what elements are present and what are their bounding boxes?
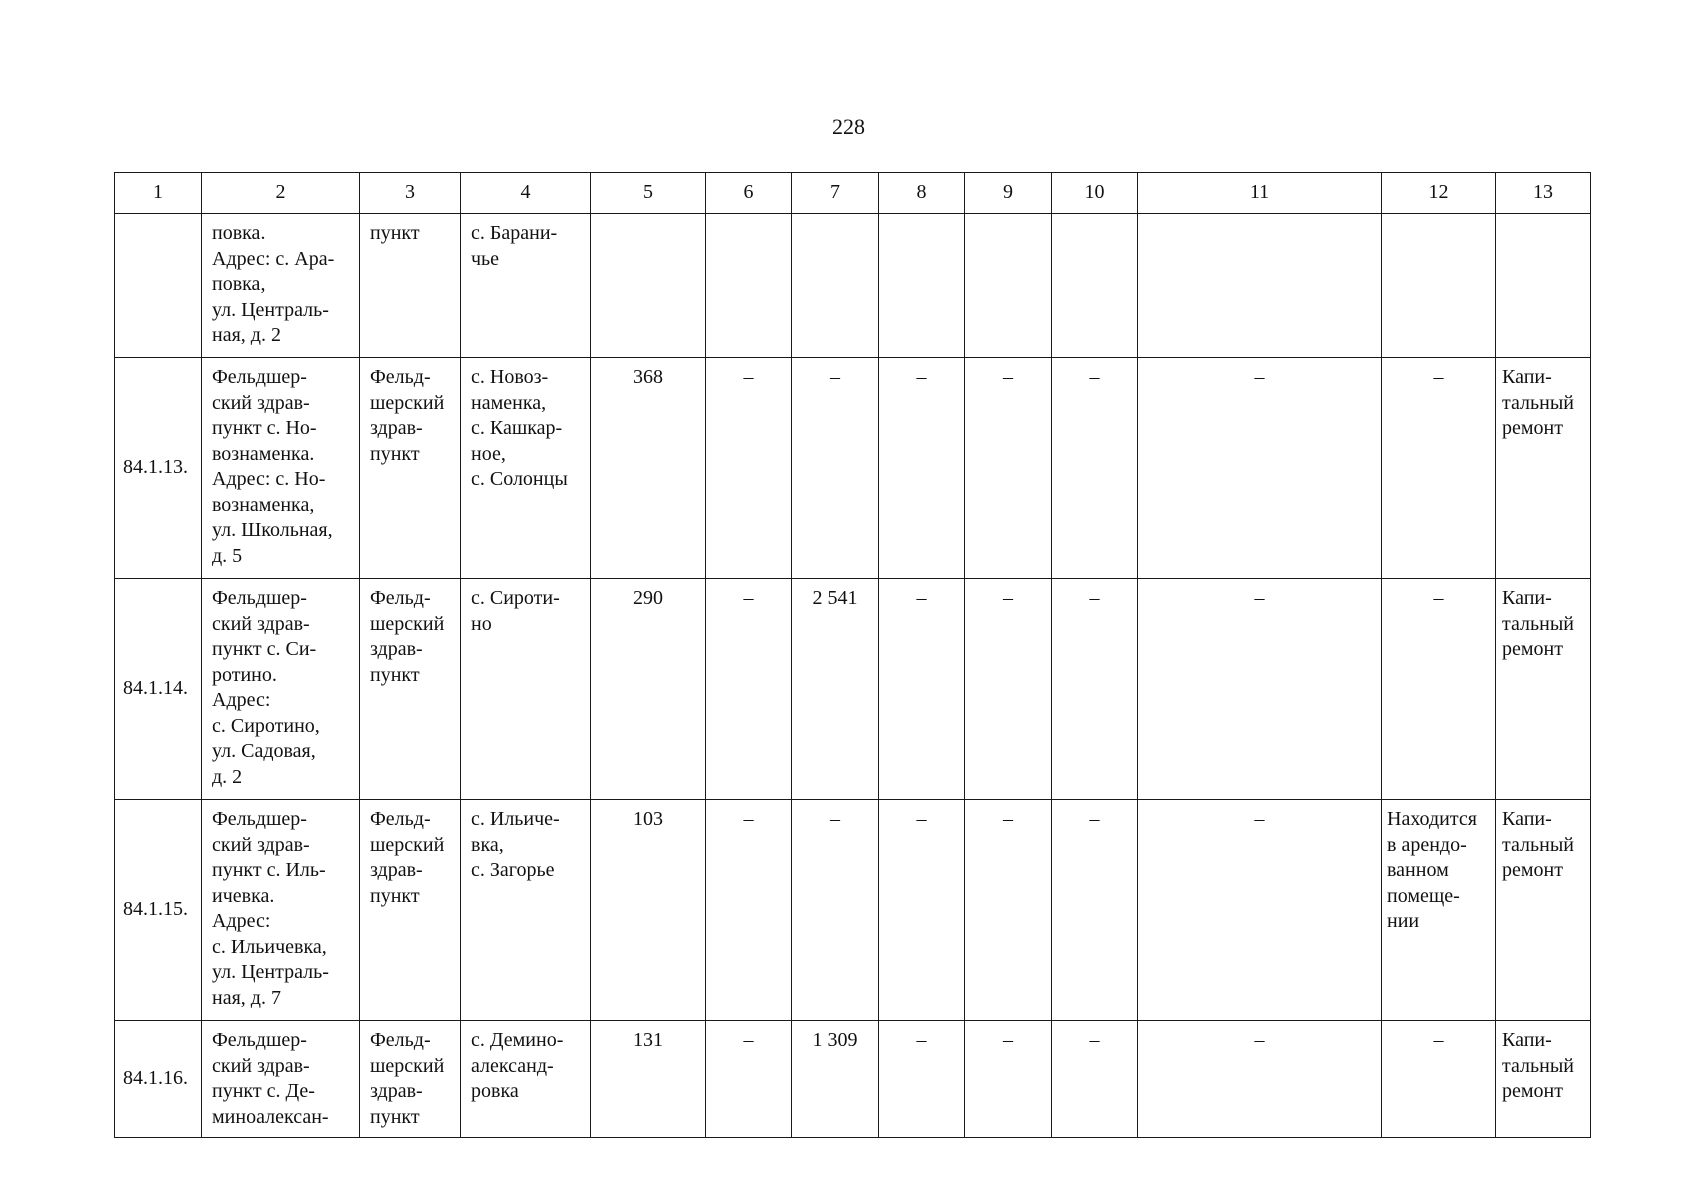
row-id: 84.1.15.: [115, 800, 202, 1021]
cell-col-12: Находится в арендо- ванном помеще- нии: [1382, 800, 1496, 1021]
column-header: 13: [1496, 173, 1591, 214]
table-row: [115, 358, 1591, 579]
served-settlements: с. Демино- александ- ровка: [461, 1021, 591, 1138]
cell-col-9: –: [965, 358, 1052, 579]
cell-col-10: –: [1052, 358, 1138, 579]
facility-name: Фельдшер- ский здрав- пункт с. Си- ротино. Адрес: с. Сиротино, ул. Садовая, д. 2: [202, 579, 360, 800]
row-id: 84.1.16.: [115, 1021, 202, 1138]
cell-col-7: 2 541: [792, 579, 879, 800]
column-header: 5: [591, 173, 706, 214]
cell-col-10: –: [1052, 1021, 1138, 1138]
cell-col-7: [792, 214, 879, 358]
facility-type: Фельд- шерский здрав- пункт: [360, 800, 461, 1021]
cell-col-5: 131: [591, 1021, 706, 1138]
cell-col-6: [706, 214, 792, 358]
facility-type: пункт: [360, 214, 461, 358]
facility-name: Фельдшер- ский здрав- пункт с. Де- миноалексан-: [202, 1021, 360, 1138]
cell-col-10: [1052, 214, 1138, 358]
cell-col-8: [879, 214, 965, 358]
table-row: [115, 579, 1591, 800]
page-number: 228: [832, 114, 865, 139]
cell-col-6: –: [706, 1021, 792, 1138]
column-header: 4: [461, 173, 591, 214]
facility-name: Фельдшер- ский здрав- пункт с. Иль- ичевка. Адрес: с. Ильичевка, ул. Централь- ная, д. 7: [202, 800, 360, 1021]
column-header: 7: [792, 173, 879, 214]
cell-col-7: –: [792, 358, 879, 579]
cell-col-8: –: [879, 800, 965, 1021]
cell-col-8: –: [879, 358, 965, 579]
facility-name: повка. Адрес: с. Ара- повка, ул. Централь- ная, д. 2: [202, 214, 360, 358]
header-row: [115, 173, 1591, 214]
cell-col-6: –: [706, 800, 792, 1021]
column-header: 8: [879, 173, 965, 214]
column-header: 6: [706, 173, 792, 214]
column-header: 2: [202, 173, 360, 214]
facility-type: Фельд- шерский здрав- пункт: [360, 579, 461, 800]
cell-col-10: –: [1052, 800, 1138, 1021]
cell-col-11: [1138, 214, 1382, 358]
served-settlements: с. Ильиче- вка, с. Загорье: [461, 800, 591, 1021]
cell-col-11: –: [1138, 579, 1382, 800]
table-row: [115, 800, 1591, 1021]
column-header: 3: [360, 173, 461, 214]
row-id: 84.1.14.: [115, 579, 202, 800]
cell-col-13: Капи- тальный ремонт: [1496, 358, 1591, 579]
cell-col-11: –: [1138, 1021, 1382, 1138]
column-header: 11: [1138, 173, 1382, 214]
facility-type: Фельд- шерский здрав- пункт: [360, 358, 461, 579]
table-row: [115, 214, 1591, 358]
cell-col-7: 1 309: [792, 1021, 879, 1138]
cell-col-12: –: [1382, 1021, 1496, 1138]
cell-col-6: –: [706, 358, 792, 579]
cell-col-13: Капи- тальный ремонт: [1496, 579, 1591, 800]
row-id: 84.1.13.: [115, 358, 202, 579]
cell-col-10: –: [1052, 579, 1138, 800]
facility-type: Фельд- шерский здрав- пункт: [360, 1021, 461, 1138]
column-header: 12: [1382, 173, 1496, 214]
cell-col-7: –: [792, 800, 879, 1021]
cell-col-8: –: [879, 1021, 965, 1138]
cell-col-5: 368: [591, 358, 706, 579]
cell-col-5: 103: [591, 800, 706, 1021]
cell-col-9: –: [965, 800, 1052, 1021]
cell-col-13: Капи- тальный ремонт: [1496, 1021, 1591, 1138]
cell-col-9: [965, 214, 1052, 358]
facility-name: Фельдшер- ский здрав- пункт с. Но- вознаменка. Адрес: с. Но- вознаменка, ул. Школьная, д. 5: [202, 358, 360, 579]
column-header: 1: [115, 173, 202, 214]
cell-col-12: –: [1382, 579, 1496, 800]
served-settlements: с. Новоз- наменка, с. Кашкар- ное, с. Солонцы: [461, 358, 591, 579]
served-settlements: с. Сироти- но: [461, 579, 591, 800]
cell-col-11: –: [1138, 800, 1382, 1021]
cell-col-5: 290: [591, 579, 706, 800]
cell-col-12: –: [1382, 358, 1496, 579]
cell-col-5: [591, 214, 706, 358]
column-header: 9: [965, 173, 1052, 214]
cell-col-9: –: [965, 579, 1052, 800]
row-id: [115, 214, 202, 358]
cell-col-8: –: [879, 579, 965, 800]
cell-col-9: –: [965, 1021, 1052, 1138]
served-settlements: с. Барани- чье: [461, 214, 591, 358]
table-row: [115, 1021, 1591, 1138]
cell-col-13: [1496, 214, 1591, 358]
facilities-table: [114, 172, 1591, 1138]
cell-col-6: –: [706, 579, 792, 800]
cell-col-12: [1382, 214, 1496, 358]
cell-col-11: –: [1138, 358, 1382, 579]
cell-col-13: Капи- тальный ремонт: [1496, 800, 1591, 1021]
column-header: 10: [1052, 173, 1138, 214]
